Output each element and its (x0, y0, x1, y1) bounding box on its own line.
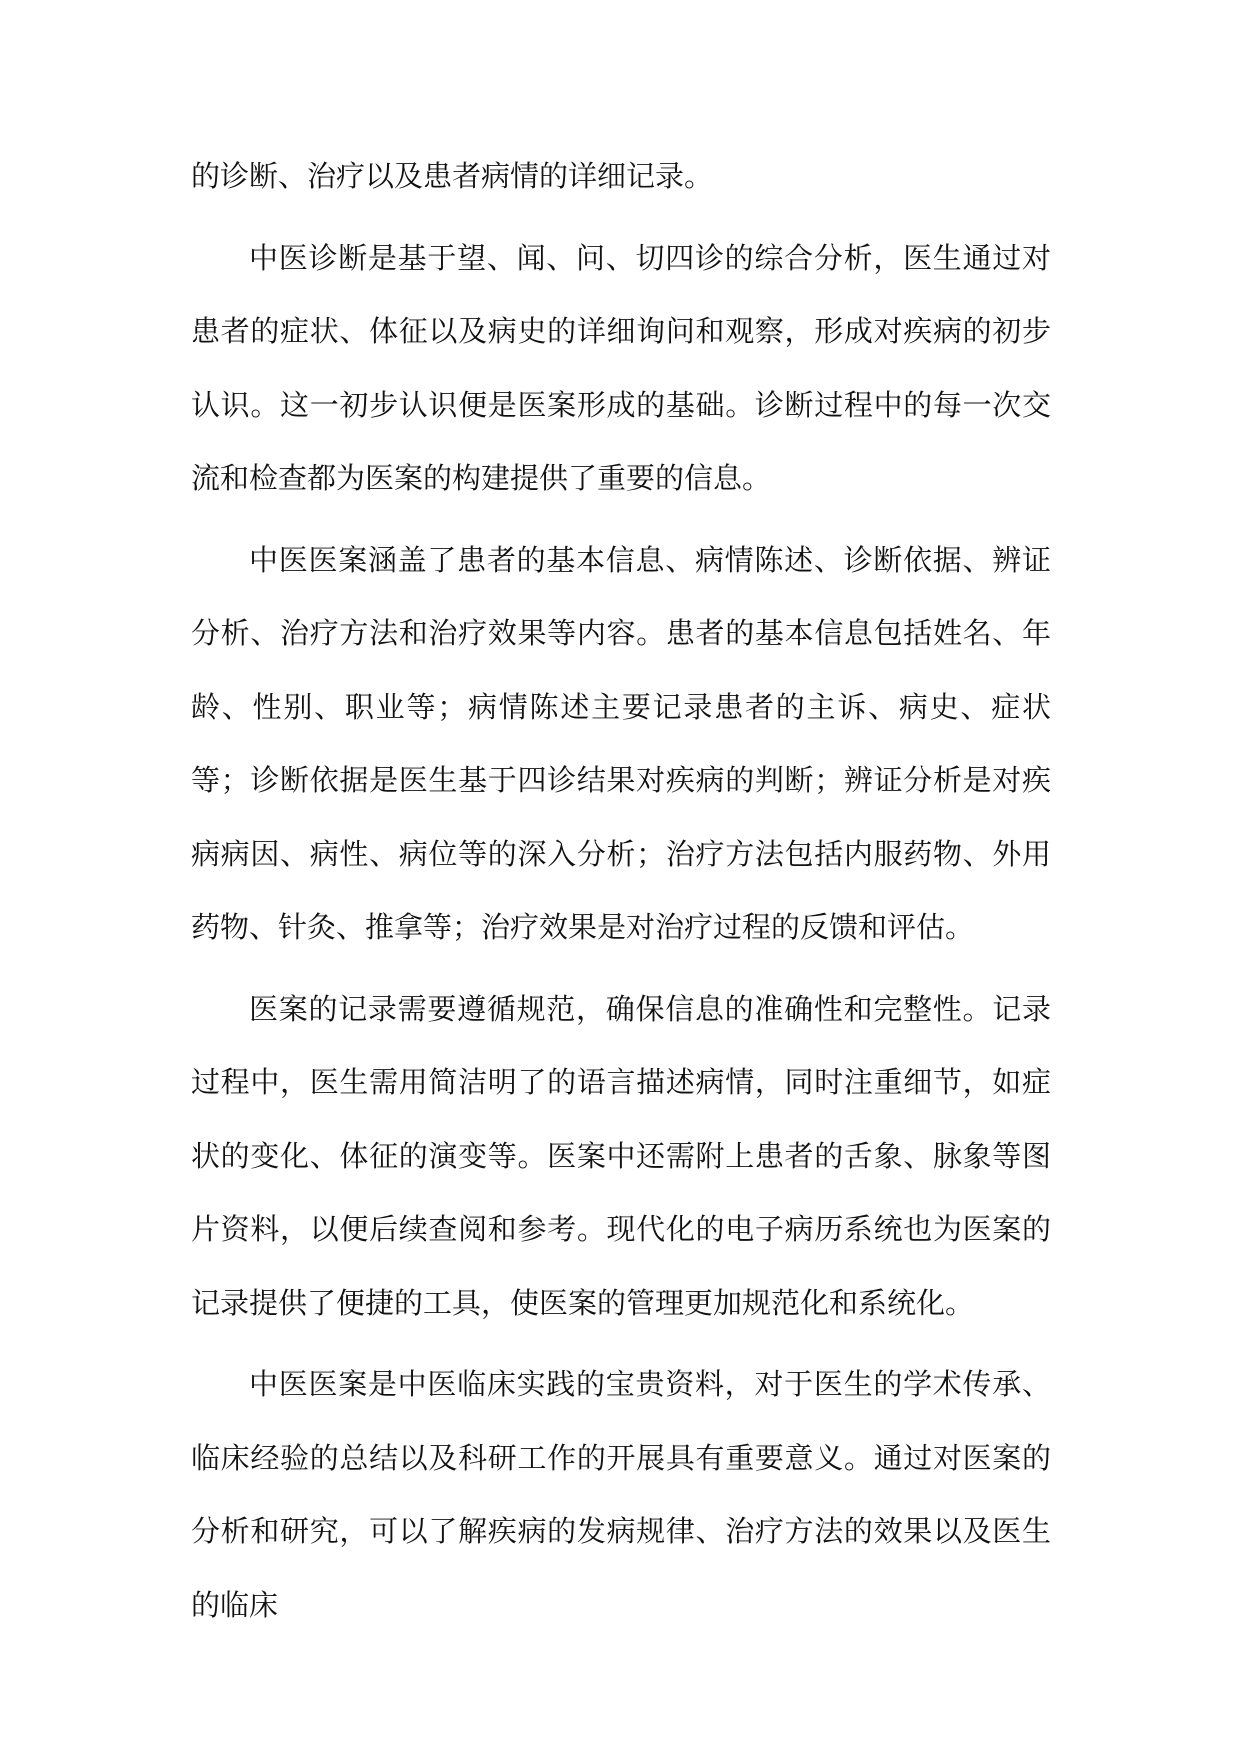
paragraph-case-content: 中医医案涵盖了患者的基本信息、病情陈述、诊断依据、辨证分析、治疗方法和治疗效果等内容。患者的基本信息包括姓名、年龄、性别、职业等；病情陈述主要记录患者的主诉、病史、症状等；诊断依据是医生基于四诊结果对疾病的判断；辨证分析是对疾病病因、病性、病位等的深入分析；治疗方法包括内服药物、外用药物、针灸、推拿等；治疗效果是对治疗过程的反馈和评估。 (191, 542, 1051, 944)
paragraph-continuation: 的诊断、治疗以及患者病情的详细记录。 (191, 159, 714, 193)
paragraph-case-value: 中医医案是中医临床实践的宝贵资料，对于医生的学术传承、临床经验的总结以及科研工作的开展具有重要意义。通过对医案的分析和研究，可以了解疾病的发病规律、治疗方法的效果以及医生的临床 (191, 1367, 1051, 1622)
paragraph-diagnosis: 中医诊断是基于望、闻、问、切四诊的综合分析，医生通过对患者的症状、体征以及病史的详细询问和观察，形成对疾病的初步认识。这一初步认识便是医案形成的基础。诊断过程中的每一次交流和检查都为医案的构建提供了重要的信息。 (191, 240, 1051, 495)
paragraph-recording-standards: 医案的记录需要遵循规范，确保信息的准确性和完整性。记录过程中，医生需用简洁明了的语言描述病情，同时注重细节，如症状的变化、体征的演变等。医案中还需附上患者的舌象、脉象等图片资料，以便后续查阅和参考。现代化的电子病历系统也为医案的记录提供了便捷的工具，使医案的管理更加规范化和系统化。 (191, 991, 1051, 1320)
body-text (191, 140, 1051, 1650)
